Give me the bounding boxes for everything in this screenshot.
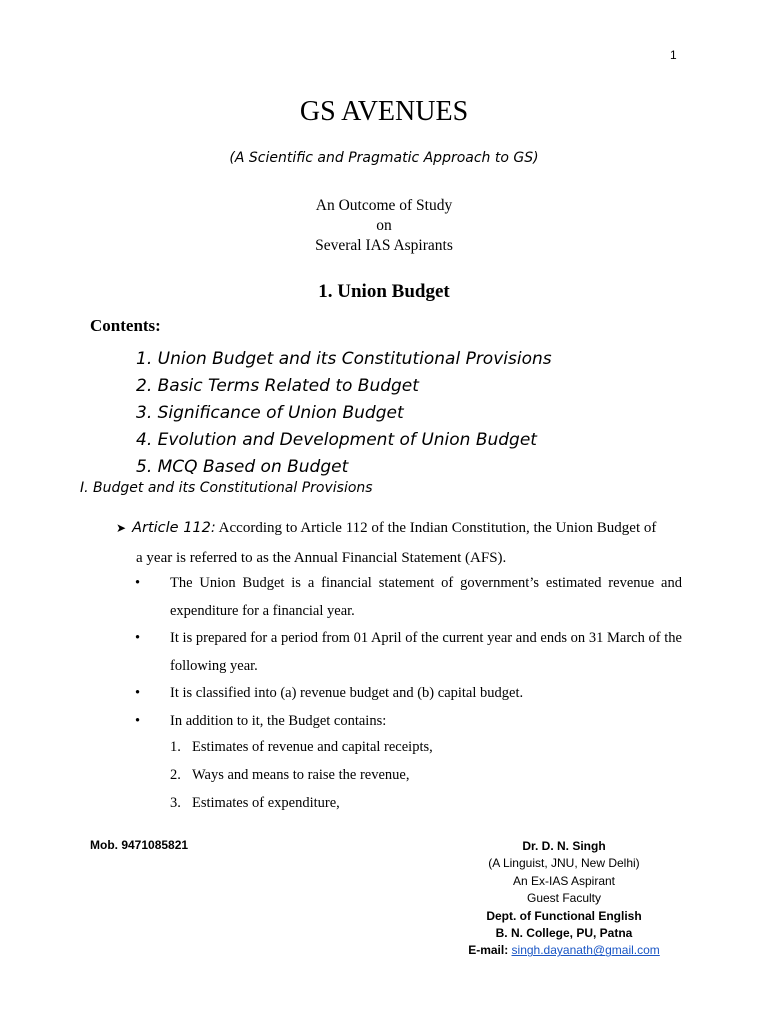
article-text-continued: a year is referred to as the Annual Financial Statement (AFS). [136,550,507,566]
arrow-bullet-icon: ➤ [116,521,127,535]
contents-list [136,346,552,481]
list-item-text: It is classified into (a) revenue budget and (b) capital budget. [170,685,524,701]
bullet-icon: • [135,630,141,646]
list-number: 2. [170,767,181,783]
document-subtitle: (A Scientific and Pragmatic Approach to GS) [229,150,539,166]
author-name: Dr. D. N. Singh [522,839,606,853]
list-number: 1. [170,739,181,755]
bullet-list [135,570,682,735]
email-link[interactable]: singh.dayanath@gmail.com [511,943,660,958]
list-item-text: The Union Budget is a financial statement of government’s estimated revenue and expenditure for a financial year. [170,575,682,619]
mobile-number: Mob. 9471085821 [90,838,189,852]
author-detail: Guest Faculty [526,891,602,906]
author-detail: B. N. College, PU, Patna [495,926,633,941]
subsection-heading: I. Budget and its Constitutional Provisions [80,480,373,496]
contents-item: 2. Basic Terms Related to Budget [136,376,419,396]
contents-item: 5. MCQ Based on Budget [136,457,349,477]
outcome-line: Several IAS Aspirants [315,237,453,254]
list-item [170,733,433,761]
list-item [170,789,433,817]
section-heading: 1. Union Budget [318,281,450,302]
author-detail: An Ex-IAS Aspirant [512,873,616,888]
outcome-line: on [376,217,392,234]
numbered-list [170,733,433,817]
outcome-line: An Outcome of Study [315,197,453,214]
contents-item: 4. Evolution and Development of Union Budget [136,430,537,450]
list-item-text: Estimates of revenue and capital receipts, [192,739,433,755]
list-item-text: In addition to it, the Budget contains: [170,712,387,729]
contents-label: Contents: [90,316,161,335]
list-item-text: Ways and means to raise the revenue, [192,767,410,783]
page-number: 1 [670,48,677,62]
email-line [450,942,678,959]
list-item [135,625,682,680]
list-item-text: Estimates of expenditure, [192,795,340,811]
article-paragraph [116,512,682,544]
bullet-icon: • [135,712,141,729]
list-item [135,708,682,736]
email-label: E-mail: [468,943,512,958]
outcome-block [0,196,768,256]
list-item [170,761,433,789]
article-text: According to Article 112 of the Indian Constitution, the Union Budget of [215,520,657,536]
author-detail: Dept. of Functional English [486,908,642,923]
bullet-icon: • [135,685,141,701]
list-item [135,570,682,625]
article-title: Article 112: [132,520,216,536]
author-detail: (A Linguist, JNU, New Delhi) [488,856,640,871]
contents-item: 3. Significance of Union Budget [136,403,404,423]
bullet-icon: • [135,575,141,591]
document-title: GS AVENUES [299,96,469,127]
author-block [450,838,678,960]
list-item-text: It is prepared for a period from 01 April of the current year and ends on 31 March of the following year. [170,630,682,674]
list-number: 3. [170,795,181,811]
contents-item: 1. Union Budget and its Constitutional Provisions [136,349,552,369]
list-item [135,680,682,708]
